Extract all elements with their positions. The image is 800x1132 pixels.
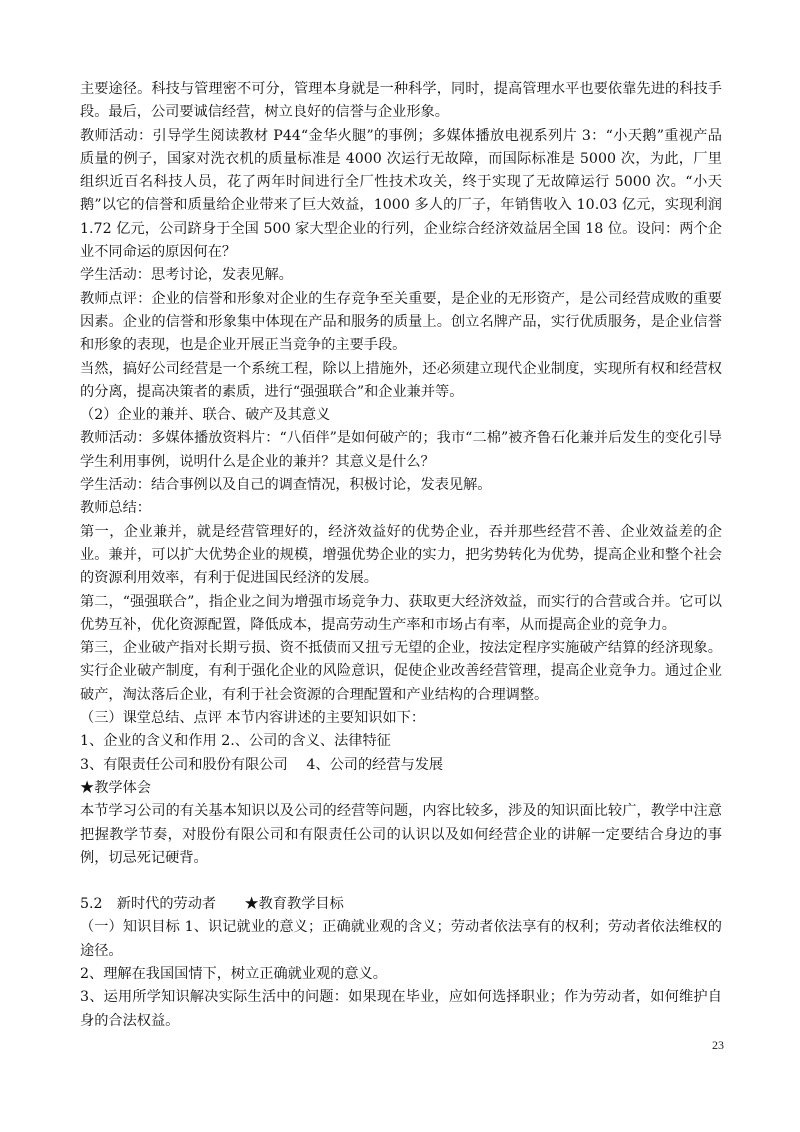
document-body — [80, 78, 722, 1033]
list-item-knowledge-1-2: 1、企业的含义和作用 2.、公司的含义、法律特征 — [80, 733, 391, 750]
paragraph-teacher-activity-xiaotiane: 教师活动：引导学生阅读教材 P44“金华火腿”的事例；多媒体播放电视系列片 3：“小天鹅”重视产品质量的例子，国家对洗衣机的质量标准是 4000 次运行无故障，而国际标准是 5000 次，为此，厂里组织近百名科技人员，花了两年时间进行全厂性技术攻关，终于实现了无故障运行 5000 次。“小天鹅”以它的信誉和质量给企业带来了巨大效益，1000 多人的厂子，年销售收入 10.03 亿元，实现利润 1.72 亿元，公司跻身于全国 500 家大型企业的行列，企业综合经济效益居全国 18 位。设问：两个企业不同命运的原因何在？ — [80, 127, 722, 261]
paragraph-knowledge-goal-1: （一）知识目标 1、识记就业的意义；正确就业观的含义；劳动者依法享有的权利；劳动者依法维权的途径。 — [80, 919, 722, 959]
subheading-class-summary: （三）课堂总结、点评 本节内容讲述的主要知识如下： — [80, 710, 426, 727]
list-item-knowledge-3-4: 3、有限责任公司和股份有限公司 4、公司的经营与发展 — [80, 756, 444, 773]
section-heading-new-era-workers: 5.2 新时代的劳动者 ★教育教学目标 — [80, 896, 344, 913]
page-number: 23 — [712, 1038, 724, 1052]
heading-teaching-reflection: ★教学体会 — [80, 779, 151, 796]
paragraph-second-alliance: 第二，“强强联合”，指企业之间为增强市场竞争力、获取更大经济效益，而实行的合营或合并。它可以优势互补，优化资源配置，降低成本，提高劳动生产率和市场占有率，从而提高企业的竞争力。 — [80, 593, 722, 633]
paragraph-first-merger: 第一，企业兼并，就是经营管理好的，经济效益好的优势企业，吞并那些经营不善、企业效益差的企业。兼并，可以扩大优势企业的规模，增强优势企业的实力，把劣势转化为优势，提高企业和整个社会的资源利用效率，有利于促进国民经济的发展。 — [80, 523, 722, 587]
paragraph-student-activity-research: 学生活动：结合事例以及自己的调查情况，积极讨论，发表见解。 — [80, 477, 492, 494]
paragraph-teacher-comment: 教师点评：企业的信誉和形象对企业的生存竞争至关重要，是企业的无形资产，是公司经营成败的重要因素。企业的信誉和形象集中体现在产品和服务的质量上。创立名牌产品，实行优质服务，是企业信誉和形象的表现，也是企业开展正当竞争的主要手段。 — [80, 290, 722, 354]
paragraph-third-bankruptcy: 第三，企业破产指对长期亏损、资不抵债而又扭亏无望的企业，按法定程序实施破产结算的经济现象。实行企业破产制度，有利于强化企业的风险意识，促使企业改善经营管理，提高企业竞争力。通过企业破产，淘汰落后企业，有利于社会资源的合理配置和产业结构的合理调整。 — [80, 640, 722, 703]
paragraph-tech-management: 主要途径。科技与管理密不可分，管理本身就是一种科学，同时，提高管理水平也要依靠先进的科技手段。最后，公司要诚信经营，树立良好的信誉与企业形象。 — [80, 81, 722, 121]
section-spacer — [80, 870, 722, 893]
subheading-merger-bankruptcy: （2）企业的兼并、联合、破产及其意义 — [80, 407, 331, 424]
paragraph-teacher-summary-label: 教师总结： — [80, 500, 151, 517]
paragraph-teacher-activity-babaiban: 教师活动：多媒体播放资料片：“八佰伴”是如何破产的；我市“二棉”被齐鲁石化兼并后发生的变化引导学生利用事例，说明什么是企业的兼并？其意义是什么？ — [80, 430, 722, 470]
paragraph-knowledge-goal-2: 2、理解在我国国情下，树立正确就业观的意义。 — [80, 965, 387, 982]
paragraph-teaching-reflection: 本节学习公司的有关基本知识以及公司的经营等问题，内容比较多，涉及的知识面比较广，教学中注意把握教学节奏，对股份有限公司和有限责任公司的认识以及如何经营企业的讲解一定要结合身边的事例，切忌死记硬背。 — [80, 803, 722, 866]
paragraph-system-engineering: 当然，搞好公司经营是一个系统工程，除以上措施外，还必须建立现代企业制度，实现所有权和经营权的分离，提高决策者的素质，进行“强强联合”和企业兼并等。 — [80, 360, 722, 400]
paragraph-knowledge-goal-3: 3、运用所学知识解决实际生活中的问题：如果现在毕业，应如何选择职业；作为劳动者，如何维护自身的合法权益。 — [80, 989, 722, 1029]
paragraph-student-activity-discuss: 学生活动：思考讨论，发表见解。 — [80, 267, 293, 284]
